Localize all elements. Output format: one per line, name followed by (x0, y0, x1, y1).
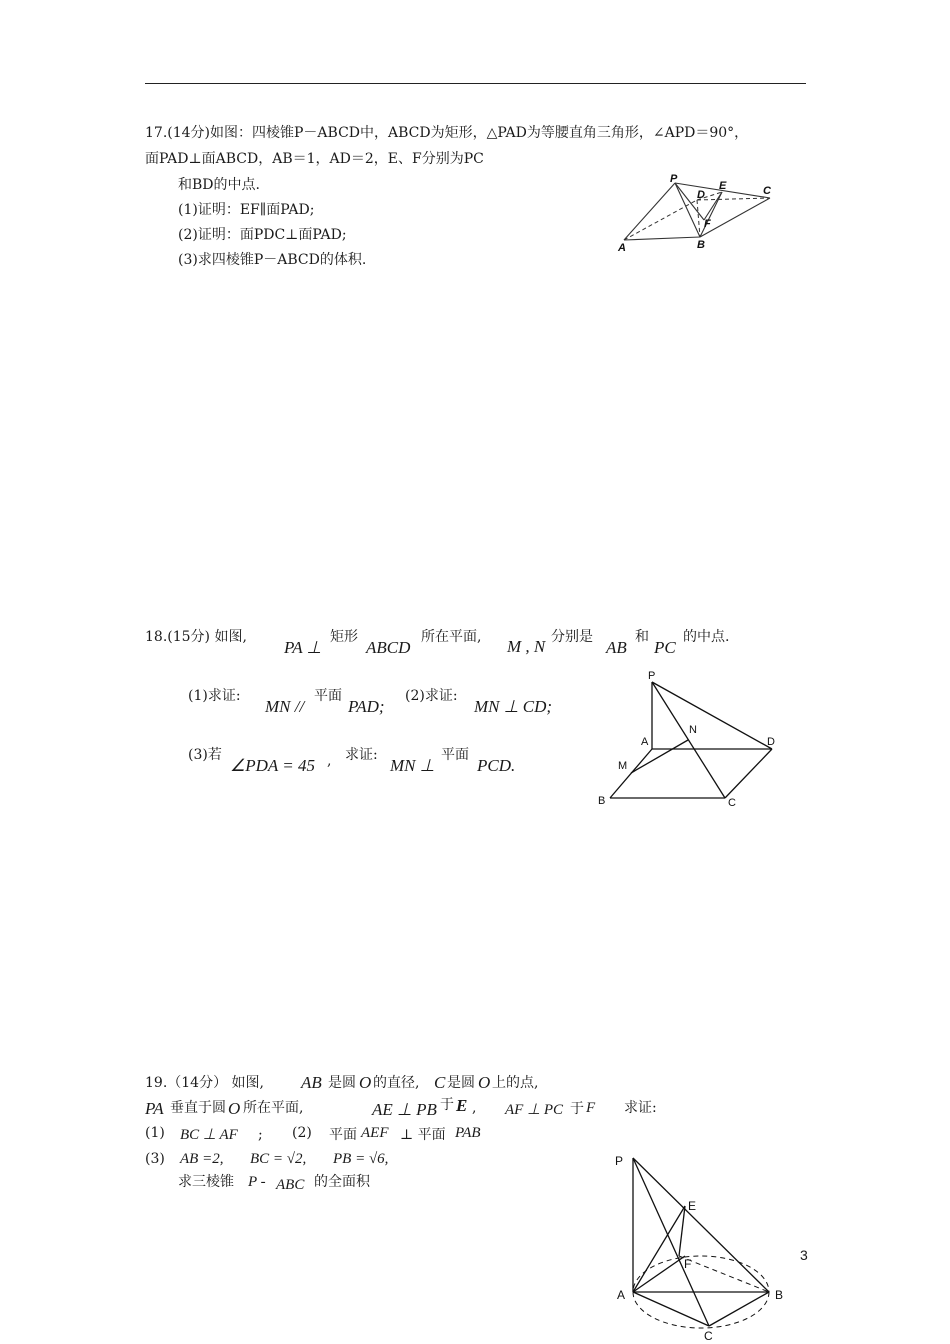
q18-prefix: 18.(15分) 如图, (145, 629, 247, 645)
q18-part2-math: MN ⊥ CD; (474, 697, 553, 716)
q17-label-F: F (704, 218, 711, 230)
q17-line1: 17.(14分)如图：四棱锥P－ABCD中，ABCD为矩形，△PAD为等腰直角三角形，∠APD＝90°， (145, 125, 749, 141)
q17-pyramid-figure (612, 170, 787, 255)
q18-text-and: 和 (635, 629, 649, 645)
q18-text-plane: 所在平面, (421, 629, 482, 645)
q19-l2-text1: 垂直于圆 (170, 1100, 226, 1116)
q18-math-ab: AB (606, 638, 627, 657)
q17-line2: 面PAD⊥面ABCD，AB＝1，AD＝2，E、F分别为PC (145, 151, 484, 167)
q19-l1-math3: C (434, 1073, 446, 1092)
q18-label-N: N (689, 724, 697, 736)
q18-pyramid-figure (592, 665, 787, 810)
q17-line3: 和BD的中点. (178, 177, 260, 193)
q19-part2-text2: ⊥ 平面 (400, 1127, 446, 1143)
q19-l1-math4: O (478, 1073, 491, 1092)
q19-l1-text3: 是圆 (447, 1075, 475, 1091)
q18-math-pc: PC (654, 638, 676, 657)
q18-math-mn: M , N (507, 637, 546, 656)
q19-l2-text2: 所在平面, (243, 1100, 304, 1116)
q19-part3-text1: 求三棱锥 (178, 1174, 234, 1190)
q19-tetrahedron-figure (605, 1148, 790, 1344)
q19-l1-text1: 是圆 (328, 1075, 356, 1091)
q19-l2-text3: 于 (440, 1097, 454, 1113)
q18-label-B: B (598, 795, 606, 807)
q19-l2-math3: AE ⊥ PB (372, 1100, 437, 1119)
q17-label-A: A (618, 242, 626, 254)
q19-l2-math5: AF ⊥ PC (505, 1102, 564, 1118)
q19-l1-math2: O (359, 1073, 372, 1092)
q18-math-abcd: ABCD (366, 638, 411, 657)
q19-prefix: 19.（14分） 如图, (145, 1075, 264, 1091)
q19-part3-text2: 的全面积 (314, 1174, 370, 1190)
q19-part2-label: (2) (292, 1125, 312, 1141)
q19-l2-math2: O (228, 1099, 241, 1118)
q17-part3: (3)求四棱锥P－ABCD的体积. (178, 252, 367, 268)
q18-label-M: M (618, 760, 628, 772)
q19-label-P: P (615, 1154, 624, 1168)
q18-text-midpoint: 的中点. (683, 629, 730, 645)
q17-part2: (2)证明：面PDC⊥面PAD; (178, 227, 347, 243)
q18-part1-math2: PAD; (348, 697, 385, 716)
q18-part3-text1: 求证: (345, 747, 378, 763)
page-number: 3 (800, 1247, 808, 1263)
q19-l2-text4: , (472, 1100, 477, 1116)
q17-part1: (1)证明：EF∥面PAD; (178, 202, 315, 218)
q19-part3-math4: P - (248, 1174, 266, 1190)
q19-part3-math5: ABC (276, 1177, 305, 1193)
q19-part1-math: BC ⊥ AF (180, 1127, 238, 1143)
q19-label-E: E (688, 1199, 697, 1213)
q17-label-B: B (697, 239, 705, 251)
q19-l2-math1: PA (145, 1099, 164, 1118)
q19-part1-label: (1) (145, 1125, 165, 1141)
q17-label-P: P (670, 173, 678, 185)
q18-part3-math3: PCD. (477, 756, 516, 775)
q19-label-B: B (775, 1288, 784, 1302)
q18-part3-math2: MN ⊥ (390, 756, 435, 775)
q18-part2-label: (2)求证: (405, 688, 458, 704)
q19-label-A: A (617, 1288, 626, 1302)
q19-part3-label: (3) (145, 1151, 165, 1167)
q19-l1-text4: 上的点, (492, 1075, 539, 1091)
q19-part3-math1: AB =2, (180, 1151, 224, 1167)
header-rule (145, 83, 806, 84)
q18-label-C: C (728, 797, 736, 809)
q18-text-respectively: 分别是 (551, 629, 593, 645)
q19-l2-math4: E (456, 1096, 468, 1115)
q19-part1-sep: ; (258, 1127, 263, 1143)
q19-label-F: F (684, 1257, 692, 1271)
q18-label-A: A (641, 736, 649, 748)
q18-part3-label: (3)若 (188, 747, 222, 763)
q18-part3-text2: 平面 (441, 747, 469, 763)
q17-label-E: E (719, 180, 727, 192)
q19-part2-text1: 平面 (329, 1127, 357, 1143)
q18-part3-comma: , (327, 753, 332, 769)
q19-part2-math2: PAB (455, 1125, 481, 1141)
q17-label-D: D (697, 189, 705, 201)
q19-part2-math1: AEF (361, 1125, 389, 1141)
q19-l1-math1: AB (301, 1073, 322, 1092)
q18-part1-math1: MN // (265, 697, 305, 716)
q19-label-C: C (704, 1329, 713, 1343)
q18-label-D: D (767, 736, 775, 748)
q19-l2-math6: F (586, 1100, 596, 1116)
q18-part1-text: 平面 (314, 688, 342, 704)
q19-l2-text6: 求证: (624, 1100, 657, 1116)
q18-label-P: P (648, 670, 656, 682)
q18-text-rect: 矩形 (330, 629, 358, 645)
q19-l1-text2: 的直径, (373, 1075, 420, 1091)
q18-math-pa-perp: PA ⊥ (284, 638, 322, 657)
q18-part1-label: (1)求证: (188, 688, 241, 704)
q18-part3-math1: ∠PDA = 45 (230, 756, 315, 775)
q19-part3-math2: BC = √2, (250, 1151, 307, 1167)
q17-label-C: C (763, 185, 771, 197)
q19-l2-text5: 于 (570, 1101, 584, 1117)
q19-part3-math3: PB = √6, (333, 1151, 389, 1167)
